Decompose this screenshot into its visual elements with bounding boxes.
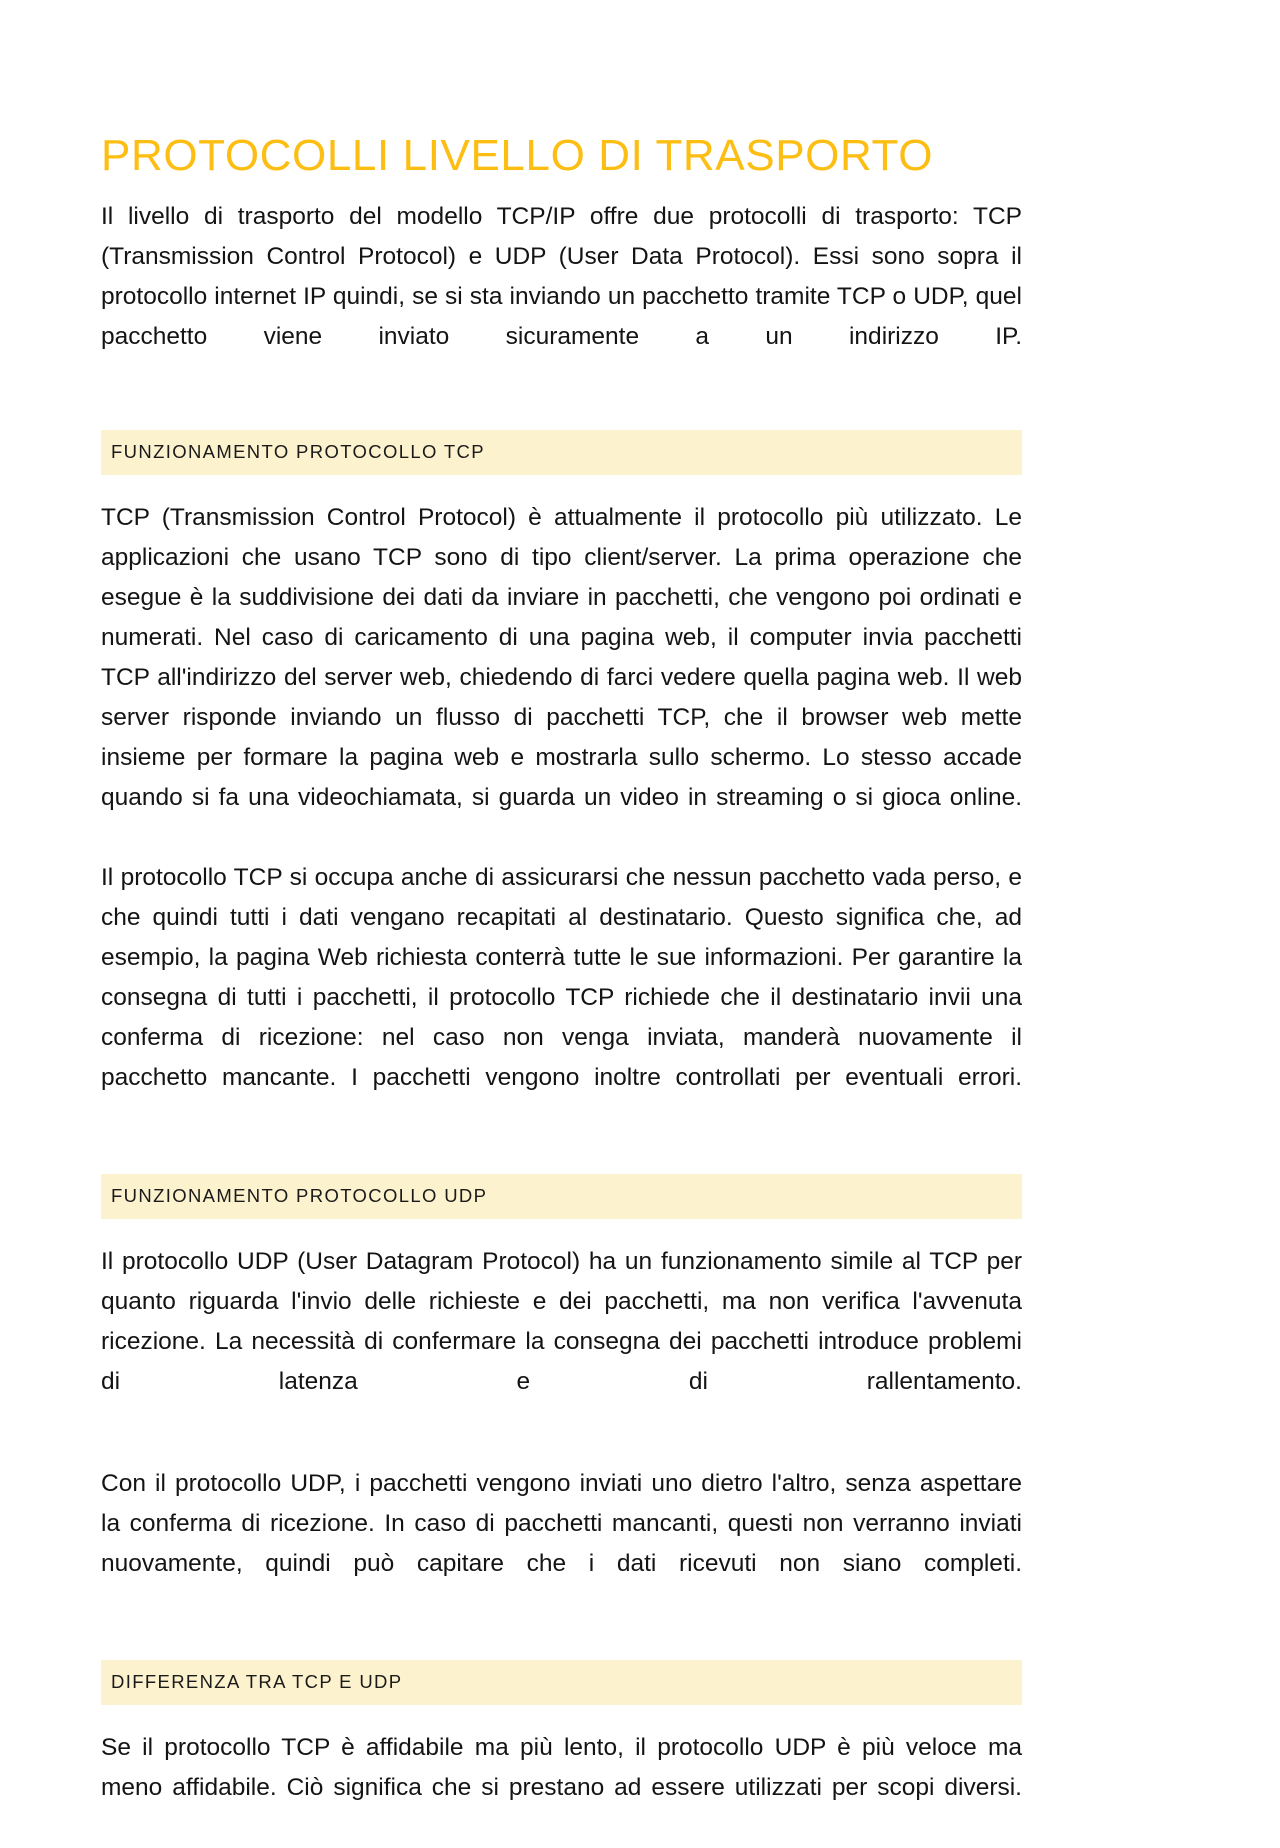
document-content-column [101,0,1022,1848]
intro-paragraph: Il livello di trasporto del modello TCP/IP offre due protocolli di trasporto: TCP (Transmission Control Protocol) e UDP (User Data Protocol). Essi sono sopra il protocollo internet IP quindi, se si sta inviando un pacchetto tramite TCP o UDP, quel pacchetto viene inviato sicuramente a un indirizzo IP. [101,203,1022,350]
section-tcp-paragraph-2: Il protocollo TCP si occupa anche di assicurarsi che nessun pacchetto vada perso, e che quindi tutti i dati vengano recapitati al destinatario. Questo significa che, ad esempio, la pagina Web richiesta conterrà tutte le sue informazioni. Per garantire la consegna di tutti i pacchetti, il protocollo TCP richiede che il destinatario invii una conferma di ricezione: nel caso non venga inviata, manderà nuovamente il pacchetto mancante. I pacchetti vengono inoltre controllati per eventuali errori. [101,864,1022,1091]
section-udp-paragraph-1: Il protocollo UDP (User Datagram Protocol) ha un funzionamento simile al TCP per quanto riguarda l'invio delle richieste e dei pacchetti, ma non verifica l'avvenuta ricezione. La necessità di confermare la consegna dei pacchetti introduce problemi di latenza e di rallentamento. [101,1248,1022,1395]
section-differenza-paragraph-1: Se il protocollo TCP è affidabile ma più lento, il protocollo UDP è più veloce ma meno affidabile. Ciò significa che si prestano ad essere utilizzati per scopi diversi. [101,1734,1022,1801]
section-header-band-differenza [101,1660,1022,1705]
section-heading-tcp: FUNZIONAMENTO PROTOCOLLO TCP [111,441,485,462]
section-header-band-udp [101,1174,1022,1219]
section-header-band-tcp [101,430,1022,475]
section-heading-differenza: DIFFERENZA TRA TCP E UDP [111,1671,403,1692]
section-udp-paragraph-2: Con il protocollo UDP, i pacchetti vengono inviati uno dietro l'altro, senza aspettare la conferma di ricezione. In caso di pacchetti mancanti, questi non verranno inviati nuovamente, quindi può capitare che i dati ricevuti non siano completi. [101,1470,1022,1577]
page-title: PROTOCOLLI LIVELLO DI TRASPORTO [101,131,934,180]
section-heading-udp: FUNZIONAMENTO PROTOCOLLO UDP [111,1185,488,1206]
section-tcp-paragraph-1: TCP (Transmission Control Protocol) è attualmente il protocollo più utilizzato. Le applicazioni che usano TCP sono di tipo client/server. La prima operazione che esegue è la suddivisione dei dati da inviare in pacchetti, che vengono poi ordinati e numerati. Nel caso di caricamento di una pagina web, il computer invia pacchetti TCP all'indirizzo del server web, chiedendo di farci vedere quella pagina web. Il web server risponde inviando un flusso di pacchetti TCP, che il browser web mette insieme per formare la pagina web e mostrarla sullo schermo. Lo stesso accade quando si fa una videochiamata, si guarda un video in streaming o si gioca online. [101,504,1022,811]
